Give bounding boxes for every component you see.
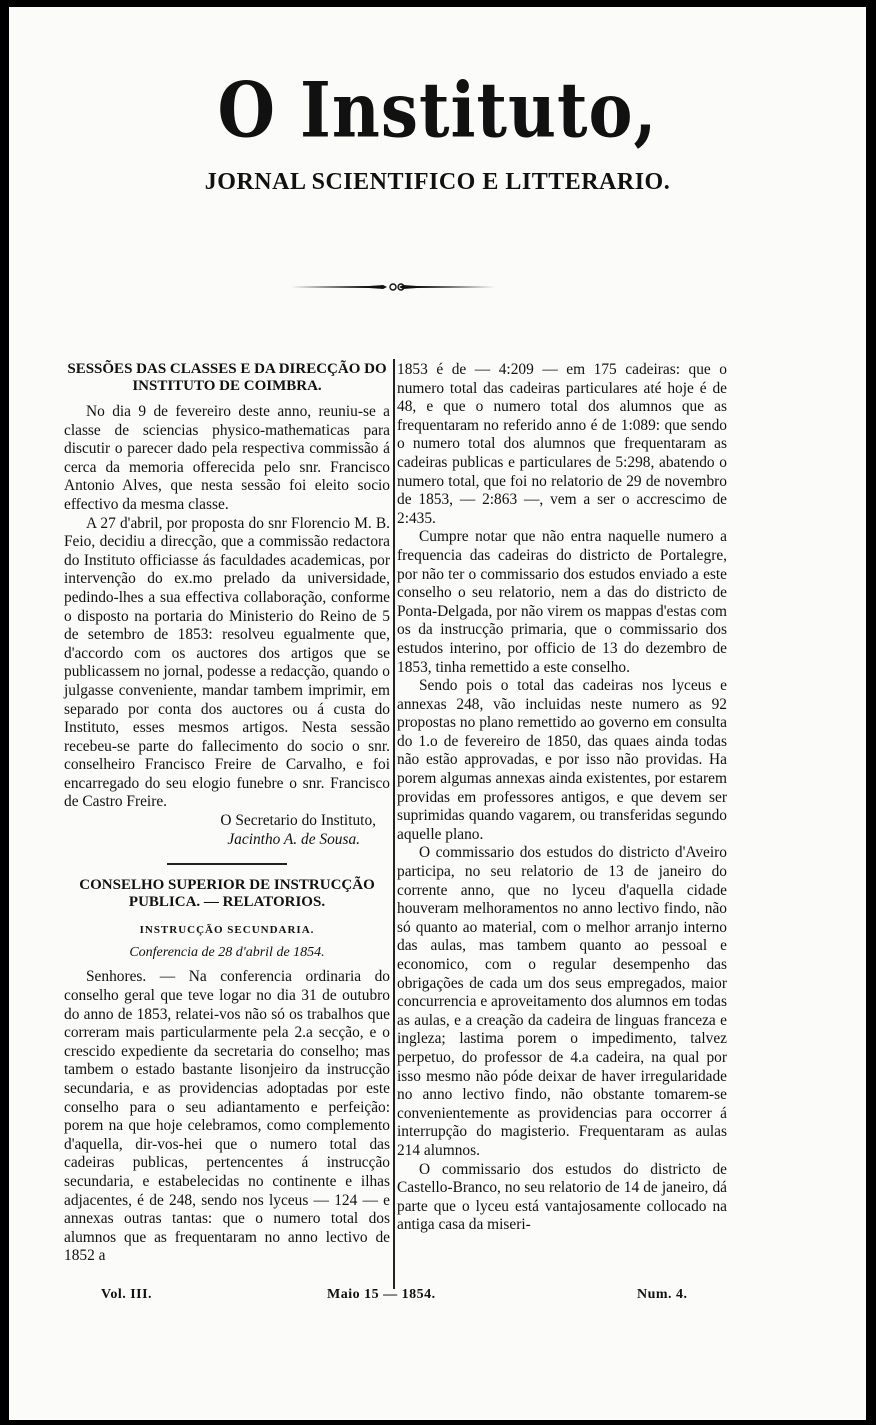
right-column	[397, 361, 727, 1235]
paragraph: O commissario dos estudos do districto d'Aveiro participa, no seu relatorio de 13 de janeiro do corrente anno, que no lyceu d'aquella cidade houveram melhoramentos no anno lectivo findo, não só quanto ao material, com o melhor arranjo interno das aulas, mas tambem quanto ao pessoal e economico, com o regular desempenho das obrigações de cada um dos seus empregados, maior concurrencia e aproveitamento dos alumnos em todas as aulas, e a creação da cadeira de linguas franceza e ingleza; lastima porem o impedimento, talvez perpetuo, do professor de 4.a cadeira, na qual por isso mesmo não póde deixar de haver irregularidade no anno lectivo findo, não obstante tomarem-se convenientemente as providencias para occorrer á interrupção do magisterio. Frequentaram as aulas 214 alumnos.	[397, 844, 727, 1159]
paragraph: Cumpre notar que não entra naquelle numero a frequencia das cadeiras do districto de Portalegre, por não ter o commissario dos estudos enviado a este conselho o seu relatorio, nem a das do districto de Ponta-Delgada, por não virem os mappas d'estas com os da instrucção primaria, que o commissario dos estudos interino, por officio de 13 do dezembro de 1853, tinha remettido a este conselho.	[397, 528, 727, 676]
section-heading-sessoes: SESSÕES DAS CLASSES E DA DIRECÇÃO DO INSTITUTO DE COIMBRA.	[67, 361, 387, 394]
signature-name: Jacintho A. de Sousa.	[227, 830, 360, 848]
journal-subtitle: JORNAL SCIENTIFICO E LITTERARIO.	[204, 169, 671, 195]
left-column	[64, 361, 390, 1266]
signature-title: O Secretario do Instituto,	[220, 812, 376, 830]
volume-label: Vol. III.	[101, 1287, 153, 1302]
masthead	[9, 65, 866, 196]
issue-number: Num. 4.	[637, 1287, 688, 1302]
section-separator	[167, 863, 287, 865]
conference-date: Conferencia de 28 d'abril de 1854.	[129, 944, 325, 960]
paragraph: Senhores. — Na conferencia ordinaria do conselho geral que teve logar no dia 31 de outubro do anno de 1853, relatei-vos não só os trabalhos que correram mais particularmente pela 2.a secção, e o crescido expediente da secretaria do conselho; mas tambem o estado bastante lisonjeiro da instrucção secundaria, e as providencias adoptadas por este conselho para o seu adiantamento e perfeição: porem na que hoje celebramos, como complemento d'aquella, dir-vos-hei que o numero total das cadeiras publicas, pertencentes á instrucção secundaria, e estabelecidas no continente e ilhas adjacentes, é de 248, sendo nos lyceus — 124 — e annexas outras tantas: que o numero total dos alumnos que as frequentaram no anno lectivo de 1852 a	[64, 968, 390, 1265]
issue-date: Maio 15 — 1854.	[327, 1287, 436, 1302]
ornamental-rule	[291, 282, 495, 292]
subsection-heading: INSTRUCÇÃO SECUNDARIA.	[139, 924, 315, 937]
section-heading-conselho: CONSELHO SUPERIOR DE INSTRUCÇÃO PUBLICA. — RELATORIOS.	[79, 877, 375, 911]
paragraph: A 27 d'abril, por proposta do snr Florencio M. B. Feio, decidiu a direcção, que a commissão redactora do Instituto officiasse ás faculdades academicas, por intervenção do ex.mo prelado da universidade, pedindo-lhes a sua effectiva collaboração, conforme o disposto na portaria do Ministerio do Reino de 5 de setembro de 1853: resolveu egualmente que, d'accordo com os auctores dos artigos que se publicassem no jornal, podesse a redacção, quando o julgasse conveniente, mandar tambem imprimir, em separado por conta dos auctores ou á custa do Instituto, esses mesmos artigos. Nesta sessão recebeu-se parte do fallecimento do socio o snr. conselheiro Francisco Freire de Carvalho, e foi encarregado do seu elogio funebre o snr. Francisco de Castro Freire.	[64, 514, 390, 811]
newspaper-page	[9, 7, 866, 1420]
journal-title: O Instituto,	[217, 65, 658, 155]
paragraph: No dia 9 de fevereiro deste anno, reuniu-se a classe de sciencias physico-mathematicas para discutir o parecer dado pela respectiva commissão á cerca da memoria offerecida pelo snr. Francisco Antonio Alves, que nesta sessão foi eleito socio effectivo da mesma classe.	[64, 403, 390, 513]
column-divider	[393, 359, 395, 1289]
paragraph: Sendo pois o total das cadeiras nos lyceus e annexas 248, vão incluidas neste numero as 92 propostas no plano remettido ao governo em consulta do 1.o de fevereiro de 1850, das quaes ainda todas não estão approvadas, e por isso não providas. Ha porem algumas annexas ainda existentes, por estarem providas em professores antigos, e que devem ser suprimidas quando vagarem, ou transferidas segundo aquelle plano.	[397, 677, 727, 843]
paragraph: 1853 é de — 4:209 — em 175 cadeiras: que o numero total das cadeiras particulares até hoje é de 48, e que o numero total dos alumnos que as frequentaram no referido anno é de 1:089: que sendo o numero total dos alumnos que frequentaram as cadeiras publicas e particulares de 5:298, abatendo o numero total, que foi no relatorio de 29 de novembro de 1853, — 2:863 —, vem a ser o accrescimo de 2:435.	[397, 361, 727, 527]
paragraph: O commissario dos estudos do districto de Castello-Branco, no seu relatorio de 14 de janeiro, dá parte que o lyceu está vantajosamente collocado na antiga casa da miseri-	[397, 1160, 727, 1234]
